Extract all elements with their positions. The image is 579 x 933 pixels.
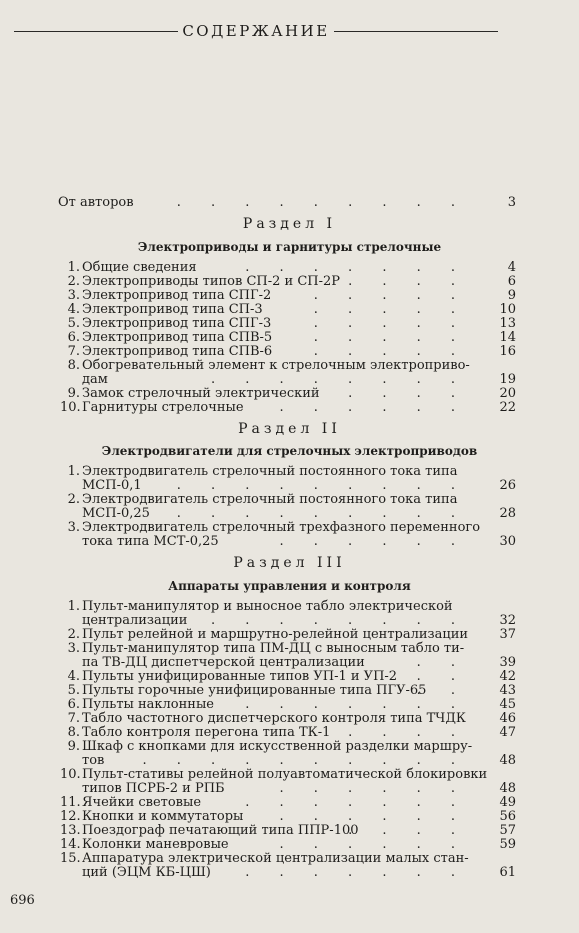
toc-entry-number: 6. [67,697,80,712]
leader-dots: . . . . [348,274,468,289]
toc-entry-number: 8. [67,358,80,373]
toc-entry-continuation [60,754,516,768]
toc-page-number: 45 [499,697,516,712]
toc-page-number: 43 [499,683,516,698]
toc-page-number: 48 [499,753,516,768]
toc-entry [60,712,516,726]
toc-page-number: 13 [499,316,516,331]
leader-dots: . . [416,655,468,670]
toc-entry-number: 9. [67,739,80,754]
toc-entry [60,698,516,712]
toc-entry [60,796,516,810]
toc-entry-text: Колонки маневровые [82,837,229,852]
toc-entry [60,465,516,479]
toc-entry-number: 12. [60,809,81,824]
toc-entry-number: 6. [67,330,80,345]
toc-entry [60,303,516,317]
leader-dots: . . . . . . . [245,795,468,810]
toc-entry-text: Обогревательный элемент к стрелочным электроприво- [82,358,470,373]
toc-entry [60,642,516,656]
leader-dots: . . . . [348,725,468,740]
leader-dots: . . [416,683,468,698]
toc-entry-number: 3. [67,288,80,303]
leader-dots: . . . . . . [279,809,468,824]
toc-entry-continuation [60,507,516,521]
toc-entry-number: 3. [67,520,80,535]
toc-page-number: 4 [507,260,516,275]
leader-dots: . . . . . . [279,534,468,549]
header-rule-left [14,31,178,32]
toc-entry-text: ций (ЭЦМ КБ-ЦШ) [82,865,211,880]
toc-entry-text: Пульт-манипулятор и выносное табло электрической [82,599,453,614]
toc-entry [60,345,516,359]
toc-page-number: 30 [499,534,516,549]
section-label: Раздел III [233,555,346,571]
toc-entry-text: Электропривод типа СПГ-2 [82,288,272,303]
toc-entry [60,852,516,866]
toc-page-number: 47 [499,725,516,740]
toc-entry [60,387,516,401]
toc-page-number: 14 [499,330,516,345]
toc-entry-number: 7. [67,711,80,726]
toc-page-number: 16 [499,344,516,359]
toc-page-number: 26 [499,478,516,493]
toc-entry-number: 11. [60,795,81,810]
toc-entry [60,810,516,824]
leader-dots: . . . . . [313,316,468,331]
toc-entry [60,768,516,782]
leader-dots: . . . . . [313,330,468,345]
toc-entry-text: Пульты наклонные [82,697,214,712]
toc-page-number: 49 [499,795,516,810]
toc-entry-text: централизации [82,613,188,628]
toc-entry-text: Аппаратура электрической централизации малых стан- [82,851,469,866]
toc-entry-text: тока типа МСТ-0,25 [82,534,219,549]
page-number: 696 [10,893,35,908]
toc-entry [60,600,516,614]
toc-entry-text: тов [82,753,105,768]
toc-entry-text: От авторов [58,195,134,210]
section-title: Электроприводы и гарнитуры стрелочные [137,240,442,254]
toc-page-number: 61 [499,865,516,880]
toc-entry-text: Электропривод типа СПГ-3 [82,316,272,331]
toc-entry-number: 13. [60,823,81,838]
toc-entry-text: Электропривод типа СПВ-5 [82,330,273,345]
toc-page-number: 10 [499,302,516,317]
toc-entry-continuation [60,656,516,670]
header-rule-right [334,31,498,32]
toc-entry [60,628,516,642]
leader-dots: . . . . . . . . . [176,506,468,521]
toc-entry [60,521,516,535]
toc-entry-continuation [60,373,516,387]
toc-entry-number: 1. [67,260,80,275]
toc-entry-text: Электроприводы типов СП-2 и СП-2Р [82,274,341,289]
leader-dots: . . . . . . . . . [176,478,468,493]
toc-entry-continuation [60,614,516,628]
leader-dots: . . . . [348,823,468,838]
toc-entry-number: 10. [60,767,81,782]
toc-entry-text: Электропривод типа СПВ-6 [82,344,273,359]
toc-page-number: 19 [499,372,516,387]
toc-page-number: 57 [499,823,516,838]
toc-entry [60,670,516,684]
toc-page-number: 59 [499,837,516,852]
toc-entry-number: 4. [67,669,80,684]
toc-entry [60,726,516,740]
leader-dots: . . . . . [313,344,468,359]
toc-entry-continuation [60,782,516,796]
toc-entry-continuation [60,535,516,549]
toc-page-number: 28 [499,506,516,521]
toc-entry-number: 4. [67,302,80,317]
leader-dots: . . . . . . . [245,697,468,712]
toc-page-number: 6 [507,274,516,289]
toc-entry-text: Ячейки световые [82,795,202,810]
toc-page-number: 56 [499,809,516,824]
toc-entry-number: 2. [67,274,80,289]
toc-page-number: 39 [499,655,516,670]
toc-entry-text: Пульты унифицированные типов УП-1 и УП-2 [82,669,398,684]
toc-entry-text: Электродвигатель стрелочный постоянного тока типа [82,492,458,507]
toc-entry [60,493,516,507]
toc-entry [60,824,516,838]
leader-dots: . . . . . . . . [211,372,468,387]
toc-entry [60,401,516,415]
toc-entry-text: дам [82,372,108,387]
leader-dots: . . . . [348,386,468,401]
leader-dots: . . . . . . [279,781,468,796]
toc-entry-authors [58,196,516,210]
toc-entry-text: Шкаф с кнопками для искусственной разделки маршру- [82,739,473,754]
toc-page-number: 32 [499,613,516,628]
toc-entry-number: 9. [67,386,80,401]
toc-entry-number: 5. [67,316,80,331]
toc-entry-text: Электропривод типа СП-3 [82,302,263,317]
toc-page-number: 37 [499,627,516,642]
toc-entry-number: 15. [60,851,81,866]
toc-entry-text: Пульт релейной и маршрутно-релейной централизации [82,627,469,642]
section-title: Электродвигатели для стрелочных электроприводов [101,444,478,458]
toc-entry-text: Пульт-манипулятор типа ПМ-ДЦ с выносным табло ти- [82,641,465,656]
leader-dots: . . [416,669,468,684]
toc-entry [60,331,516,345]
toc-entry-number: 2. [67,492,80,507]
toc-entry-text: Пульты горочные унифицированные типа ПГУ-65 [82,683,427,698]
toc-entry-text: Электродвигатель стрелочный трехфазного переменного [82,520,481,535]
toc-entry-continuation [60,479,516,493]
section-title: Аппараты управления и контроля [168,579,411,593]
toc-entry-text: па ТВ-ДЦ диспетчерской централизации [82,655,365,670]
toc-entry-text: Электродвигатель стрелочный постоянного тока типа [82,464,458,479]
toc-entry-number: 5. [67,683,80,698]
toc-entry-number: 14. [60,837,81,852]
running-header [14,21,498,41]
toc-entry [60,261,516,275]
toc-entry-text: Табло частотного диспетчерского контроля типа ТЧДК [82,711,466,726]
toc-entry [60,275,516,289]
toc-entry-number: 7. [67,344,80,359]
toc-page-number: 3 [507,195,516,210]
leader-dots: . . . . . [313,302,468,317]
toc-entry-number: 1. [67,464,80,479]
toc-page-number: 46 [499,711,516,726]
toc-entry [60,317,516,331]
toc-entry-number: 1. [67,599,80,614]
toc-page-number: 20 [499,386,516,401]
leader-dots: . . . . . . [279,400,468,415]
leader-dots: . . . . . [313,288,468,303]
section-label: Раздел II [238,421,341,437]
toc-entry-text: Пульт-стативы релейной полуавтоматической блокировки [82,767,488,782]
toc-entry-text: МСП-0,1 [82,478,142,493]
toc-entry [60,838,516,852]
toc-entry [60,359,516,373]
leader-dots: . . . . . . [279,837,468,852]
toc-entry [60,740,516,754]
toc-entry-text: типов ПСРБ-2 и РПБ [82,781,225,796]
toc-entry-number: 8. [67,725,80,740]
toc-entry-number: 2. [67,627,80,642]
toc-entry-continuation [60,866,516,880]
leader-dots: . . . . . . . . [211,613,468,628]
toc-entry-text: Поездограф печатающий типа ППР-100 [82,823,359,838]
toc-entry-text: Табло контроля перегона типа ТК-1 [82,725,331,740]
leader-dots: . . . . . . . . . [176,195,468,210]
leader-dots: . . . . . . . [245,865,468,880]
toc-page-number: 9 [507,288,516,303]
toc-entry-text: МСП-0,25 [82,506,150,521]
toc-page-number: 48 [499,781,516,796]
toc-entry-text: Гарнитуры стрелочные [82,400,244,415]
toc-page-number: 22 [499,400,516,415]
leader-dots: . . . . . . . [245,260,468,275]
toc-entry-number: 10. [60,400,81,415]
page-title: СОДЕРЖАНИЕ [182,22,330,40]
toc-entry [60,289,516,303]
section-label: Раздел I [242,216,337,232]
toc-entry-text: Кнопки и коммутаторы [82,809,244,824]
toc-entry-number: 3. [67,641,80,656]
leader-dots: . . . . . . . . . . [142,753,468,768]
toc-page-number: 42 [499,669,516,684]
toc-entry-text: Замок стрелочный электрический [82,386,320,401]
toc-entry-text: Общие сведения [82,260,197,275]
toc-entry [60,684,516,698]
